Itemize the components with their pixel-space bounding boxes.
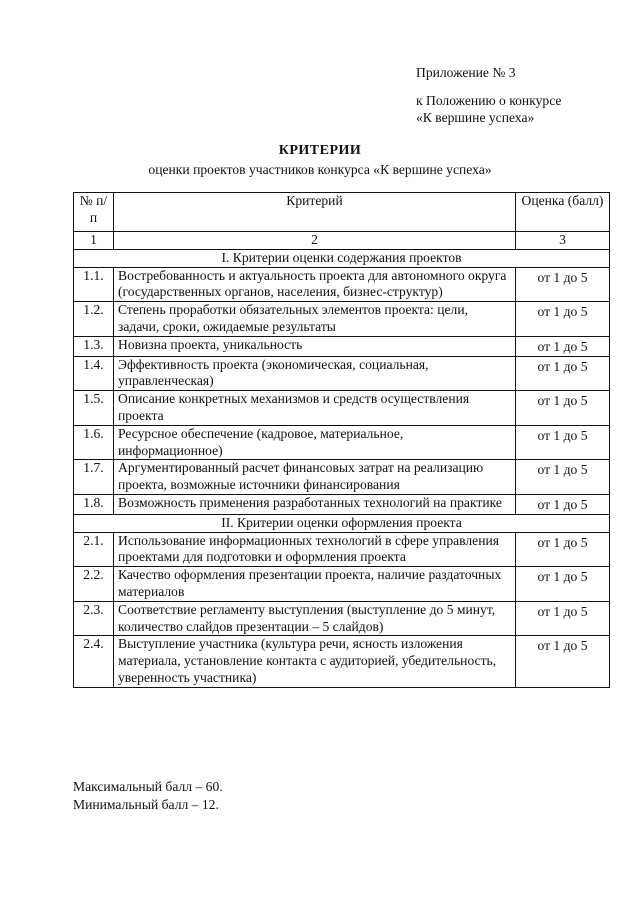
criterion-number: 2.2. — [74, 567, 114, 602]
table-row — [74, 391, 610, 426]
criterion-text: Степень проработки обязательных элементов проекта: цели, задачи, сроки, ожидаемые результаты — [114, 302, 516, 337]
column-index-row — [74, 232, 610, 250]
table-row — [74, 356, 610, 391]
table-row — [74, 636, 610, 687]
criterion-number: 1.1. — [74, 267, 114, 302]
section-header-row — [74, 249, 610, 267]
annex-number: Приложение № 3 — [416, 65, 516, 80]
criterion-number: 1.3. — [74, 336, 114, 356]
section-header-row — [74, 514, 610, 532]
column-index: 2 — [114, 232, 516, 250]
header-num: № п/п — [74, 193, 114, 232]
header-score: Оценка (балл) — [516, 193, 610, 232]
criterion-score: от 1 до 5 — [516, 267, 610, 302]
criterion-text: Соответствие регламенту выступления (выступление до 5 минут, количество слайдов презентации – 5 слайдов) — [114, 601, 516, 636]
section-2 — [74, 514, 610, 687]
criteria-table — [73, 192, 610, 688]
criterion-score: от 1 до 5 — [516, 425, 610, 460]
criterion-text: Возможность применения разработанных технологий на практике — [114, 494, 516, 514]
criterion-score: от 1 до 5 — [516, 336, 610, 356]
column-index: 1 — [74, 232, 114, 250]
table-row — [74, 601, 610, 636]
criterion-score: от 1 до 5 — [516, 601, 610, 636]
document-title: КРИТЕРИИ — [278, 143, 362, 158]
section-title: I. Критерии оценки содержания проектов — [74, 249, 610, 267]
criterion-text: Качество оформления презентации проекта, наличие раздаточных материалов — [114, 567, 516, 602]
criterion-score: от 1 до 5 — [516, 494, 610, 514]
criterion-score: от 1 до 5 — [516, 356, 610, 391]
criterion-number: 2.3. — [74, 601, 114, 636]
criterion-score: от 1 до 5 — [516, 532, 610, 567]
table-row — [74, 494, 610, 514]
score-summary — [73, 778, 223, 814]
table-row — [74, 460, 610, 495]
criterion-text: Описание конкретных механизмов и средств осуществления проекта — [114, 391, 516, 426]
criterion-text: Аргументированный расчет финансовых затрат на реализацию проекта, возможные источники финансирования — [114, 460, 516, 495]
criterion-text: Востребованность и актуальность проекта для автономного округа (государственных органов, населения, бизнес-структур) — [114, 267, 516, 302]
max-score: Максимальный балл – 60. — [73, 779, 223, 794]
criterion-number: 1.5. — [74, 391, 114, 426]
criterion-score: от 1 до 5 — [516, 460, 610, 495]
criterion-number: 1.8. — [74, 494, 114, 514]
section-1 — [74, 249, 610, 514]
table-row — [74, 425, 610, 460]
criterion-number: 1.7. — [74, 460, 114, 495]
criterion-text: Новизна проекта, уникальность — [114, 336, 516, 356]
annex-reference: к Положению о конкурсе — [416, 92, 562, 108]
column-index: 3 — [516, 232, 610, 250]
table-row — [74, 532, 610, 567]
criterion-number: 1.4. — [74, 356, 114, 391]
criterion-number: 2.1. — [74, 532, 114, 567]
table-row — [74, 336, 610, 356]
criterion-number: 1.2. — [74, 302, 114, 337]
document-subtitle: оценки проектов участников конкурса «К вершине успеха» — [148, 162, 492, 177]
criterion-text: Эффективность проекта (экономическая, социальная, управленческая) — [114, 356, 516, 391]
table-row — [74, 302, 610, 337]
header-criterion: Критерий — [114, 193, 516, 232]
section-title: II. Критерии оценки оформления проекта — [74, 514, 610, 532]
criterion-number: 2.4. — [74, 636, 114, 687]
criterion-text: Выступление участника (культура речи, ясность изложения материала, установление контакта с аудиторией, убедительность, уверенность участника) — [114, 636, 516, 687]
criterion-number: 1.6. — [74, 425, 114, 460]
criterion-score: от 1 до 5 — [516, 636, 610, 687]
annex-block — [416, 64, 561, 127]
document-title-block — [0, 143, 640, 178]
criterion-score: от 1 до 5 — [516, 567, 610, 602]
criterion-score: от 1 до 5 — [516, 302, 610, 337]
table-row — [74, 567, 610, 602]
criterion-text: Ресурсное обеспечение (кадровое, материальное, информационное) — [114, 425, 516, 460]
table-row — [74, 267, 610, 302]
annex-contest-name: «К вершине успеха» — [416, 110, 535, 125]
table-header-row — [74, 193, 610, 232]
min-score: Минимальный балл – 12. — [73, 797, 219, 812]
criterion-text: Использование информационных технологий в сфере управления проектами для подготовки и оформления проекта — [114, 532, 516, 567]
criterion-score: от 1 до 5 — [516, 391, 610, 426]
